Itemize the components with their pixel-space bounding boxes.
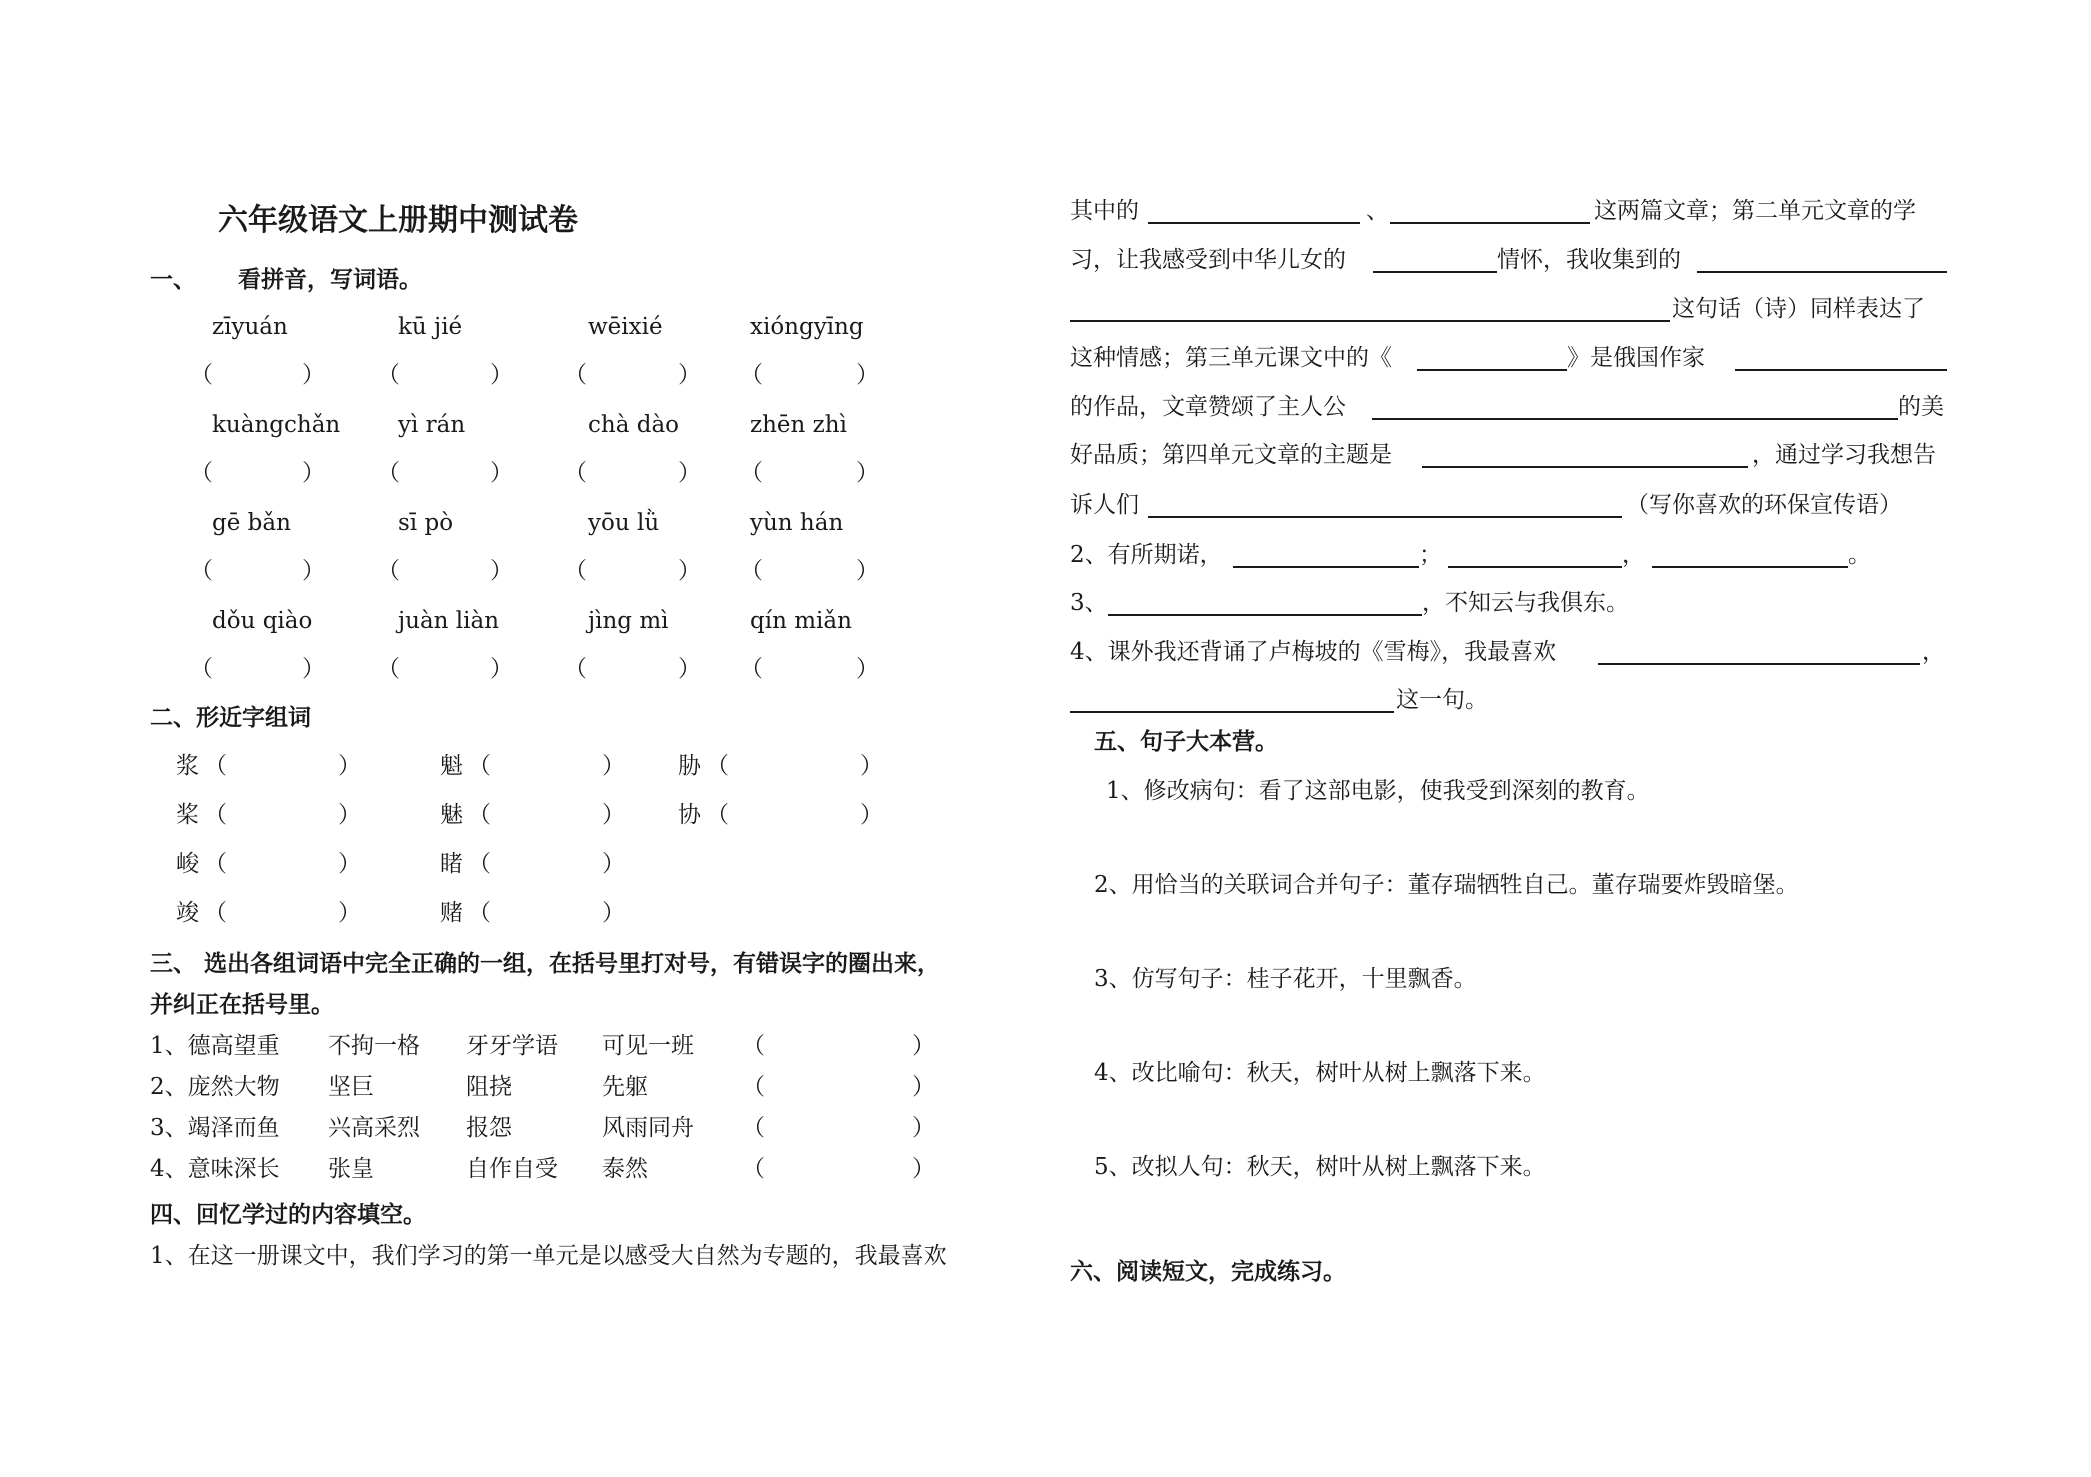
r5-text-b: 的美	[1898, 394, 1944, 420]
pinyin-prompt: chà dào	[588, 412, 680, 438]
answer-slot[interactable]	[770, 1113, 910, 1143]
answer-slot[interactable]	[403, 360, 490, 390]
answer-paren-open: （	[564, 362, 587, 388]
answer-line[interactable]	[1598, 663, 1920, 665]
r7-text-a: 诉人们	[1070, 492, 1139, 518]
answer-slot[interactable]	[403, 458, 490, 488]
answer-slot[interactable]	[766, 556, 856, 586]
answer-paren-close: ）	[338, 753, 361, 779]
answer-slot[interactable]	[496, 751, 602, 781]
answer-line[interactable]	[1070, 320, 1670, 322]
pinyin-prompt: yì rán	[398, 412, 466, 438]
answer-slot[interactable]	[232, 800, 338, 830]
answer-paren-close: ）	[912, 1074, 935, 1100]
sentence-task: 2、用恰当的关联词合并句子：董存瑞牺牲自己。董存瑞要炸毁暗堡。	[1094, 872, 1799, 898]
word-option: 泰然	[602, 1156, 648, 1182]
answer-paren-close: ）	[338, 851, 361, 877]
answer-paren-open: （	[564, 558, 587, 584]
answer-paren-open: （	[377, 558, 400, 584]
answer-paren-open: （	[377, 656, 400, 682]
r7-text-b: （写你喜欢的环保宣传语）	[1626, 492, 1902, 518]
page-title: 六年级语文上册期中测试卷	[218, 203, 578, 238]
answer-paren-close: ）	[602, 900, 625, 926]
similar-char: 赌	[440, 900, 463, 926]
word-option: 1、德高望重	[150, 1033, 280, 1059]
answer-paren-close: ）	[490, 656, 513, 682]
similar-char: 峻	[176, 851, 199, 877]
answer-line[interactable]	[1417, 369, 1567, 371]
section-1-number: 一、	[150, 266, 196, 293]
answer-paren-close: ）	[678, 362, 701, 388]
pinyin-prompt: yōu lǜ	[588, 510, 660, 536]
word-option: 阻挠	[466, 1074, 512, 1100]
q2-text-a: 2、有所期诺，	[1070, 542, 1223, 568]
section-1-heading: 看拼音，写词语。	[238, 266, 422, 293]
answer-slot[interactable]	[403, 654, 490, 684]
answer-slot[interactable]	[216, 360, 302, 390]
answer-slot[interactable]	[770, 1154, 910, 1184]
answer-paren-open: （	[377, 460, 400, 486]
pinyin-prompt: sī pò	[398, 510, 454, 536]
answer-paren-close: ）	[490, 460, 513, 486]
answer-paren-close: ）	[338, 802, 361, 828]
q2-text-b: ；	[1419, 542, 1442, 568]
answer-paren-open: （	[564, 460, 587, 486]
pinyin-prompt: qín miǎn	[750, 608, 852, 634]
answer-slot[interactable]	[216, 458, 302, 488]
answer-line[interactable]	[1148, 222, 1360, 224]
answer-paren-close: ）	[302, 460, 325, 486]
word-option: 张皇	[328, 1156, 374, 1182]
answer-slot[interactable]	[766, 458, 856, 488]
answer-paren-open: （	[740, 558, 763, 584]
answer-paren-open: （	[742, 1115, 765, 1141]
section-5-heading: 五、句子大本营。	[1094, 728, 1278, 755]
q4-text-a: 4、课外我还背诵了卢梅坡的《雪梅》，我最喜欢	[1070, 639, 1557, 665]
answer-slot[interactable]	[496, 800, 602, 830]
r2-text-a: 习，让我感受到中华儿女的	[1070, 247, 1346, 273]
answer-paren-close: ）	[602, 851, 625, 877]
q3-text-a: 3、	[1070, 590, 1108, 616]
answer-paren-open: （	[740, 460, 763, 486]
answer-paren-close: ）	[856, 362, 879, 388]
pinyin-prompt: xióngyīng	[750, 314, 864, 340]
answer-paren-close: ）	[302, 656, 325, 682]
answer-paren-close: ）	[856, 558, 879, 584]
answer-paren-close: ）	[602, 753, 625, 779]
similar-char: 协	[678, 802, 701, 828]
answer-paren-close: ）	[338, 900, 361, 926]
answer-paren-open: （	[742, 1033, 765, 1059]
r1-text-a: 其中的	[1070, 198, 1139, 224]
answer-slot[interactable]	[734, 751, 860, 781]
answer-paren-open: （	[706, 753, 729, 779]
answer-line[interactable]	[1448, 566, 1622, 568]
answer-slot[interactable]	[216, 556, 302, 586]
pinyin-prompt: kuàngchǎn	[212, 412, 341, 438]
pinyin-prompt: yùn hán	[750, 510, 844, 536]
answer-paren-close: ）	[302, 362, 325, 388]
answer-paren-open: （	[204, 900, 227, 926]
answer-paren-close: ）	[678, 460, 701, 486]
answer-paren-open: （	[742, 1074, 765, 1100]
r4-text-a: 这种情感；第三单元课文中的《	[1070, 345, 1392, 371]
pinyin-prompt: wēixié	[588, 314, 663, 340]
answer-slot[interactable]	[496, 898, 602, 928]
q4-text-b: ，	[1922, 639, 1945, 665]
similar-char: 魅	[440, 802, 463, 828]
answer-line[interactable]	[1108, 614, 1422, 616]
answer-slot[interactable]	[232, 849, 338, 879]
r6-text-b: ，通过学习我想告	[1752, 442, 1936, 468]
word-option: 牙牙学语	[466, 1033, 558, 1059]
r4-text-b: 》是俄国作家	[1567, 345, 1705, 371]
similar-char: 竣	[176, 900, 199, 926]
answer-paren-open: （	[468, 802, 491, 828]
q3-text-b: ，不知云与我俱东。	[1422, 590, 1629, 616]
pinyin-prompt: kū jié	[398, 314, 463, 340]
answer-line[interactable]	[1735, 369, 1947, 371]
q2-text-d: 。	[1848, 542, 1871, 568]
sentence-task: 5、改拟人句：秋天，树叶从树上飘落下来。	[1094, 1154, 1546, 1180]
similar-char: 魁	[440, 753, 463, 779]
answer-paren-close: ）	[678, 656, 701, 682]
word-option: 兴高采烈	[328, 1115, 420, 1141]
section-6-heading: 六、阅读短文，完成练习。	[1070, 1258, 1346, 1285]
word-option: 报怨	[466, 1115, 512, 1141]
answer-paren-open: （	[740, 656, 763, 682]
q2-text-c: ，	[1622, 542, 1645, 568]
answer-slot[interactable]	[770, 1072, 910, 1102]
answer-paren-open: （	[190, 362, 213, 388]
word-option: 3、竭泽而鱼	[150, 1115, 280, 1141]
section-2-heading: 二、形近字组词	[150, 704, 311, 731]
answer-paren-close: ）	[860, 802, 883, 828]
answer-paren-open: （	[204, 851, 227, 877]
pinyin-prompt: jìng mì	[588, 608, 669, 634]
answer-line[interactable]	[1148, 516, 1622, 518]
answer-line[interactable]	[1390, 222, 1590, 224]
answer-paren-open: （	[468, 900, 491, 926]
q1-line-1: 1、在这一册课文中，我们学习的第一单元是以感受大自然为专题的，我最喜欢	[150, 1243, 947, 1269]
answer-paren-close: ）	[490, 362, 513, 388]
sentence-task: 3、仿写句子：桂子花开，十里飘香。	[1094, 966, 1477, 992]
section-4-heading: 四、回忆学过的内容填空。	[150, 1201, 426, 1228]
pinyin-prompt: zīyuán	[212, 314, 288, 340]
answer-paren-open: （	[468, 753, 491, 779]
answer-paren-close: ）	[856, 460, 879, 486]
answer-slot[interactable]	[590, 654, 678, 684]
similar-char: 浆	[176, 753, 199, 779]
similar-char: 胁	[678, 753, 701, 779]
r2-text-b: 情怀，我收集到的	[1497, 247, 1681, 273]
sentence-task: 1、修改病句：看了这部电影，使我受到深刻的教育。	[1106, 778, 1650, 804]
answer-slot[interactable]	[232, 751, 338, 781]
answer-paren-open: （	[190, 460, 213, 486]
similar-char: 桨	[176, 802, 199, 828]
answer-paren-close: ）	[856, 656, 879, 682]
answer-line[interactable]	[1697, 271, 1947, 273]
answer-paren-open: （	[564, 656, 587, 682]
answer-paren-close: ）	[860, 753, 883, 779]
pinyin-prompt: gē bǎn	[212, 510, 291, 536]
word-option: 先躯	[602, 1074, 648, 1100]
answer-paren-open: （	[740, 362, 763, 388]
r6-text-a: 好品质；第四单元文章的主题是	[1070, 442, 1392, 468]
answer-line[interactable]	[1652, 566, 1848, 568]
r1-text-c: 这两篇文章；第二单元文章的学	[1594, 198, 1916, 224]
answer-paren-open: （	[377, 362, 400, 388]
pinyin-prompt: juàn liàn	[398, 608, 500, 634]
answer-slot[interactable]	[216, 654, 302, 684]
answer-slot[interactable]	[590, 360, 678, 390]
answer-line[interactable]	[1373, 271, 1497, 273]
answer-paren-open: （	[468, 851, 491, 877]
word-option: 4、意味深长	[150, 1156, 280, 1182]
answer-paren-close: ）	[302, 558, 325, 584]
answer-paren-open: （	[190, 656, 213, 682]
answer-slot[interactable]	[766, 654, 856, 684]
word-option: 自作自受	[466, 1156, 558, 1182]
answer-line[interactable]	[1372, 418, 1898, 420]
word-option: 可见一班	[602, 1033, 694, 1059]
answer-paren-open: （	[742, 1156, 765, 1182]
answer-paren-open: （	[204, 802, 227, 828]
answer-slot[interactable]	[496, 849, 602, 879]
answer-paren-close: ）	[912, 1156, 935, 1182]
similar-char: 睹	[440, 851, 463, 877]
r3-text: 这句话（诗）同样表达了	[1672, 296, 1925, 322]
r1-text-b: 、	[1366, 198, 1389, 224]
answer-slot[interactable]	[590, 458, 678, 488]
answer-paren-close: ）	[912, 1033, 935, 1059]
answer-line[interactable]	[1070, 711, 1394, 713]
word-option: 风雨同舟	[602, 1115, 694, 1141]
q4-text-c: 这一句。	[1396, 687, 1488, 713]
answer-slot[interactable]	[403, 556, 490, 586]
word-option: 不拘一格	[328, 1033, 420, 1059]
pinyin-prompt: zhēn zhì	[750, 412, 847, 438]
pinyin-prompt: dǒu qiào	[212, 608, 313, 634]
answer-paren-close: ）	[490, 558, 513, 584]
answer-paren-close: ）	[602, 802, 625, 828]
answer-paren-open: （	[204, 753, 227, 779]
section-3-heading: 三、 选出各组词语中完全正确的一组，在括号里打对号，有错误字的圈出来，	[150, 950, 941, 977]
answer-paren-close: ）	[678, 558, 701, 584]
word-option: 2、庞然大物	[150, 1074, 280, 1100]
answer-paren-open: （	[190, 558, 213, 584]
answer-slot[interactable]	[766, 360, 856, 390]
answer-slot[interactable]	[770, 1031, 910, 1061]
answer-line[interactable]	[1422, 466, 1748, 468]
answer-paren-close: ）	[912, 1115, 935, 1141]
r5-text-a: 的作品，文章赞颂了主人公	[1070, 394, 1346, 420]
word-option: 坚巨	[328, 1074, 374, 1100]
answer-slot[interactable]	[734, 800, 860, 830]
section-3-heading-cont: 并纠正在括号里。	[150, 991, 334, 1018]
sentence-task: 4、改比喻句：秋天，树叶从树上飘落下来。	[1094, 1060, 1546, 1086]
answer-paren-open: （	[706, 802, 729, 828]
answer-slot[interactable]	[590, 556, 678, 586]
answer-slot[interactable]	[232, 898, 338, 928]
answer-line[interactable]	[1233, 566, 1419, 568]
